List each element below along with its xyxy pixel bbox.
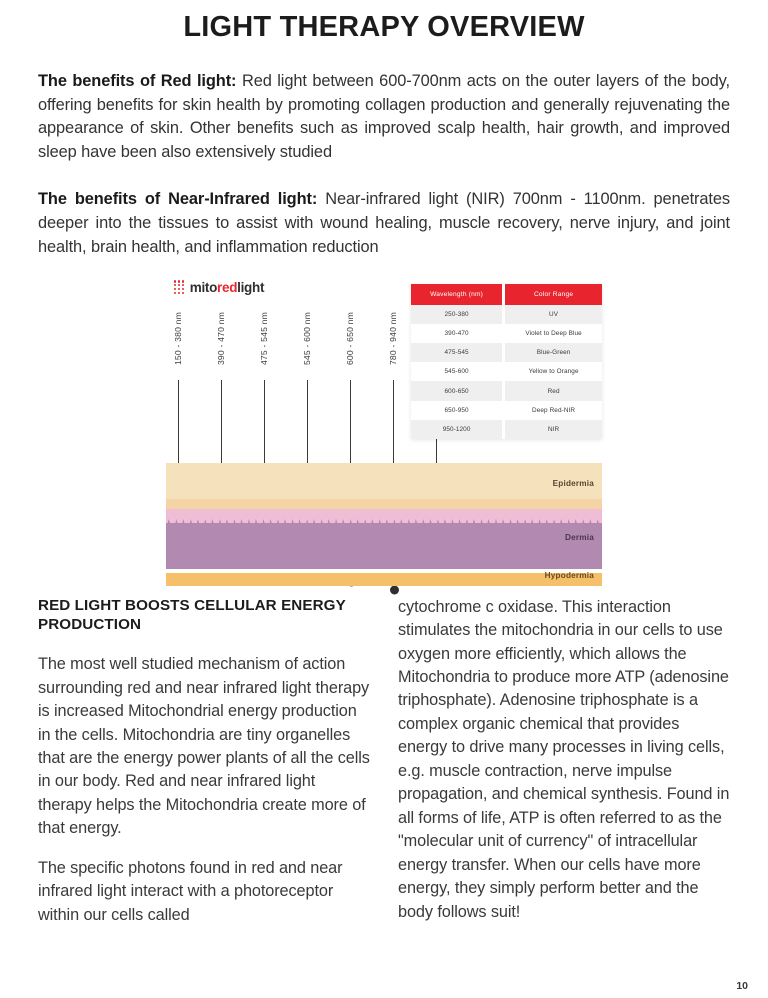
body-paragraph: The most well studied mechanism of action surrounding red and near infrared light therapy is increased Mitochondrial energy production in the cells. Mitochondria are tiny organelles that are the energy power plants of all the cells in our body. Red and near infrared light therapy helps the Mitochondria create more of that energy. [38, 655, 370, 838]
table-row [411, 324, 602, 343]
light-penetration-figure [166, 276, 602, 586]
cell-color-range: NIR [504, 420, 602, 439]
layer-hypodermis [166, 570, 602, 586]
intro-text-red-light: Red light between 600-700nm acts on the outer layers of the body, offering benefits for skin health by promoting collagen production and generally rejuvenating the appearance of skin. Other benefits such as improved scalp health, hair growth, and improved sleep have been also extensively studied [38, 71, 730, 161]
column-header-wavelength: Wavelength (nm) [411, 284, 504, 305]
section-heading: RED LIGHT BOOSTS CELLULAR ENERGY PRODUCTION [38, 596, 346, 634]
cell-wavelength: 390-470 [411, 324, 504, 343]
logo-part-red: red [217, 279, 238, 295]
table-row [411, 305, 602, 324]
cell-color-range: Deep Red-NIR [504, 401, 602, 420]
table-row [411, 420, 602, 439]
label-hypodermis: Hypodermia [544, 570, 594, 580]
intro-lead-near-infrared: The benefits of Near-Infrared light: [38, 190, 318, 209]
wavelength-color-table [411, 284, 602, 439]
body-paragraph: The specific photons found in red and near infrared light interact with a photoreceptor within our cells called [38, 858, 343, 924]
page-number: 10 [736, 980, 748, 992]
body-columns [38, 596, 730, 927]
table-row [411, 343, 602, 362]
intro-paragraph-red-light [38, 70, 730, 165]
wavelength-label: 600 - 650 nm [345, 311, 355, 365]
cell-wavelength: 650-950 [411, 401, 504, 420]
body-paragraph: cytochrome c oxidase. This interaction stimulates the mitochondria in our cells to use oxygen more efficiently, which allows the Mitochondria to produce more ATP (adenosine triphosphate). Adenosine triphosphate is a complex organic chemical that provides energy to drive many processes in living cells, e.g. muscle contraction, nerve impulse propagation, and chemical synthesis. Found in all forms of life, ATP is often referred to as the "molecular unit of currency" of intracellular energy transfer. When our cells have more energy, they simply perform better and the body follows suit! [398, 597, 730, 921]
cell-wavelength: 475-545 [411, 343, 504, 362]
layer-epidermis-lower [166, 499, 602, 509]
label-dermis: Dermia [565, 532, 594, 542]
column-header-color-range: Color Range [504, 284, 602, 305]
cell-color-range: Yellow to Orange [504, 362, 602, 381]
page-title: LIGHT THERAPY OVERVIEW [183, 11, 585, 43]
cell-wavelength: 600-650 [411, 381, 504, 400]
cell-wavelength: 250-380 [411, 305, 504, 324]
body-column-left [38, 596, 370, 927]
logo-wordmark [190, 280, 264, 295]
dot-grid-icon [174, 280, 184, 294]
intro-paragraph-near-infrared [38, 188, 730, 259]
table-row [411, 362, 602, 381]
table-body [411, 305, 602, 439]
intro-text-near-infrared: Near-infrared light (NIR) 700nm - 1100nm. penetrates deeper into the tissues to assist with wound healing, muscle recovery, nerve injury, and joint health, brain health, and inflammation reduction [38, 190, 730, 256]
table-row [411, 401, 602, 420]
mitoredlight-logo [174, 280, 264, 295]
logo-part-light: light [237, 279, 265, 295]
skin-cross-section [166, 463, 602, 586]
body-column-right [398, 596, 730, 927]
cell-color-range: UV [504, 305, 602, 324]
cell-wavelength: 545-600 [411, 362, 504, 381]
wavelength-label: 475 - 545 nm [259, 311, 269, 365]
wavelength-label: 150 - 380 nm [173, 311, 183, 365]
label-epidermis: Epidermia [552, 478, 594, 488]
table-head [411, 284, 602, 305]
wavelength-label: 545 - 600 nm [302, 311, 312, 365]
cell-color-range: Violet to Deep Blue [504, 324, 602, 343]
cell-color-range: Red [504, 381, 602, 400]
document-page [0, 8, 768, 998]
table-row [411, 381, 602, 400]
cell-color-range: Blue-Green [504, 343, 602, 362]
wavelength-label: 780 - 940 nm [388, 311, 398, 365]
cell-wavelength: 950-1200 [411, 420, 504, 439]
intro-lead-red-light: The benefits of Red light: [38, 71, 237, 90]
wavelength-depth-dot [390, 585, 399, 594]
dermis-ridge-pattern [166, 519, 602, 533]
table-header-row [411, 284, 602, 305]
logo-part-mito: mito [189, 279, 218, 295]
wavelength-label: 390 - 470 nm [216, 311, 226, 365]
